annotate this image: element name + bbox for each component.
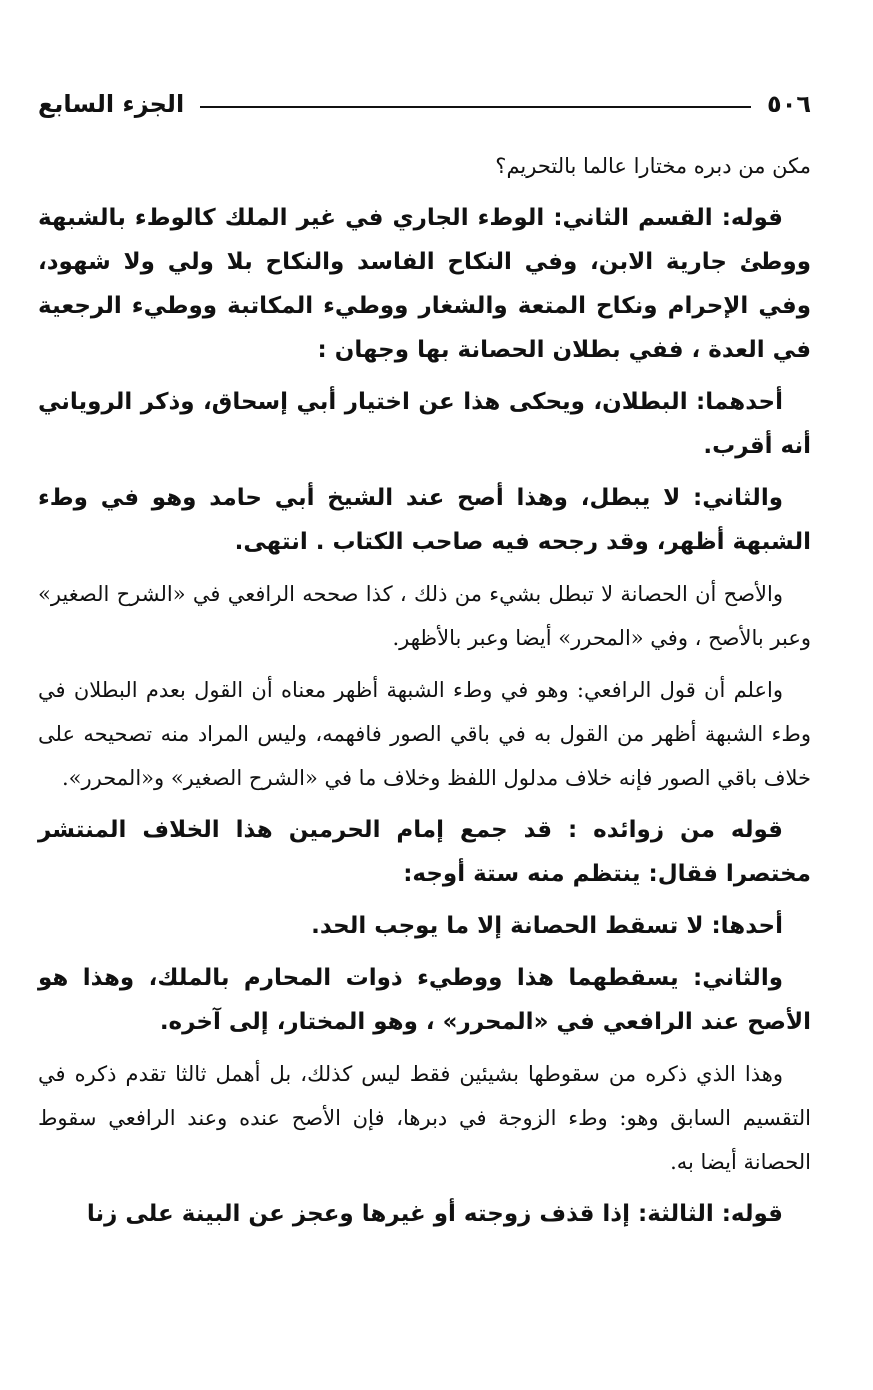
header-rule — [200, 106, 751, 108]
page-header — [38, 86, 811, 122]
paragraph: أحدهما: البطلان، ويحكى هذا عن اختيار أبي إسحاق، وذكر الروياني أنه أقرب. — [38, 389, 811, 459]
volume-title: الجزء السابع — [38, 90, 185, 118]
page-body — [38, 144, 811, 1244]
paragraph: والأصح أن الحصانة لا تبطل بشيء من ذلك ، كذا صححه الرافعي في «الشرح الصغير» وعبر بالأصح ، وفي «المحرر» أيضا وعبر بالأظهر. — [38, 582, 811, 650]
paragraph: أحدها: لا تسقط الحصانة إلا ما يوجب الحد. — [311, 913, 783, 939]
paragraph: والثاني: يسقطهما هذا ووطيء ذوات المحارم بالملك، وهذا هو الأصح عند الرافعي في «المحرر» ، وهو المختار، إلى آخره. — [38, 965, 811, 1035]
paragraph: والثاني: لا يبطل، وهذا أصح عند الشيخ أبي حامد وهو في وطء الشبهة أظهر، وقد رجحه فيه صاحب الكتاب . انتهى. — [38, 485, 811, 555]
paragraph: واعلم أن قول الرافعي: وهو في وطء الشبهة أظهر معناه أن القول بعدم البطلان في وطء الشبهة أظهر من القول به في باقي الصور فافهمه، وليس المراد منه تصحيحه على خلاف باقي الصور فإنه خلاف مدلول اللفظ وخلاف ما في «الشرح الصغير» و«المحرر». — [38, 678, 811, 790]
page-number: ٥٠٦ — [767, 90, 811, 118]
paragraph: مكن من دبره مختارا عالما بالتحريم؟ — [495, 154, 811, 178]
paragraph: قوله من زوائده : قد جمع إمام الحرمين هذا الخلاف المنتشر مختصرا فقال: ينتظم منه ستة أوجه: — [38, 817, 811, 887]
paragraph: قوله: القسم الثاني: الوطء الجاري في غير الملك كالوطء بالشبهة ووطئ جارية الابن، وفي النكاح الفاسد والنكاح بلا ولي ولا شهود، وفي الإحرام ونكاح المتعة والشغار ووطيء المكاتبة ووطيء الرجعية في العدة ، ففي بطلان الحصانة بها وجهان : — [38, 205, 811, 363]
paragraph: وهذا الذي ذكره من سقوطها بشيئين فقط ليس كذلك، بل أهمل ثالثا تقدم ذكره في التقسيم السابق وهو: وطء الزوجة في دبرها، فإن الأصح عنده وعند الرافعي سقوط الحصانة أيضا به. — [38, 1062, 811, 1174]
paragraph: قوله: الثالثة: إذا قذف زوجته أو غيرها وعجز عن البينة على زنا — [86, 1201, 783, 1227]
